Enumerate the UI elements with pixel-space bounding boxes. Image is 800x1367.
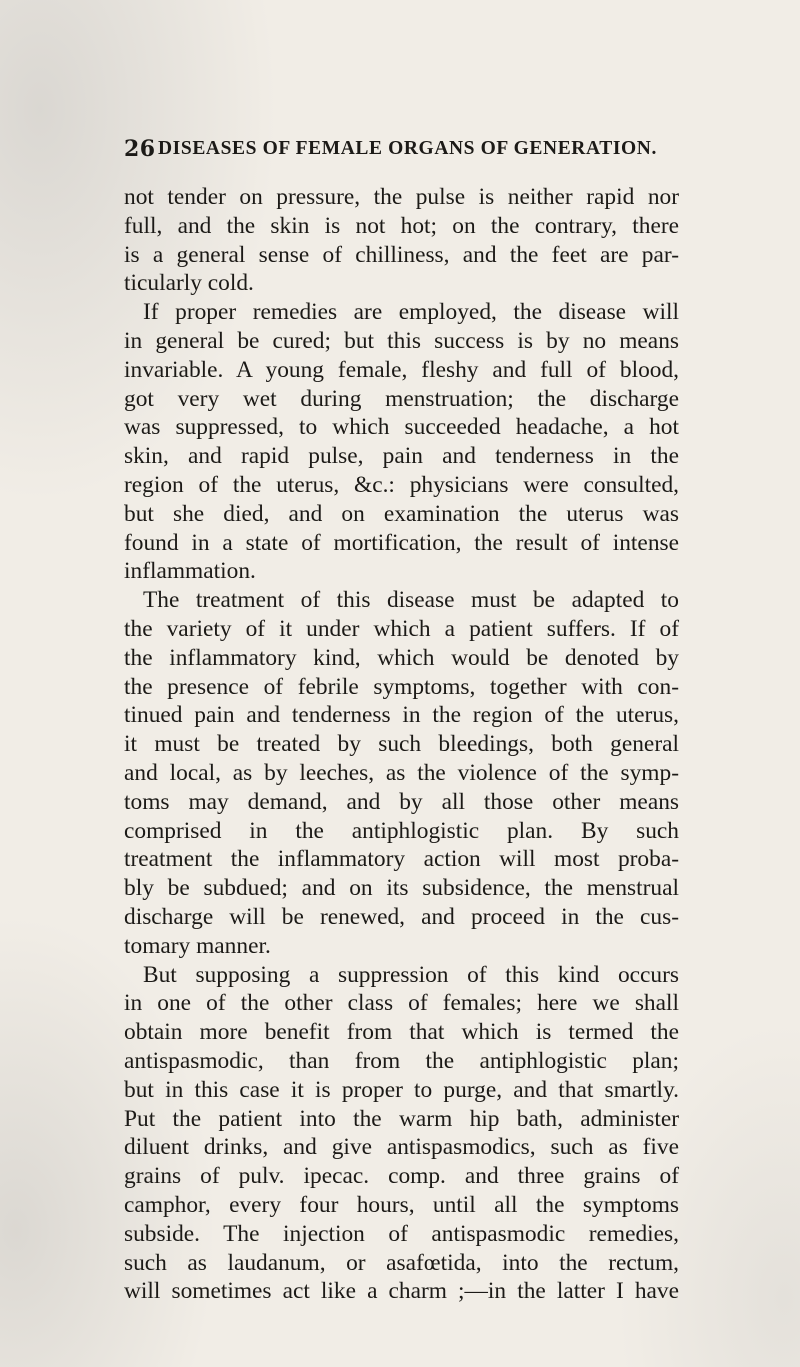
text-line: skin, and rapid pulse, pain and tenderness in the xyxy=(124,443,679,470)
text-line: diluent drinks, and give antispasmodics, such as five xyxy=(124,1134,679,1161)
text-line: the presence of febrile symptoms, together with con- xyxy=(124,673,679,700)
text-line: the variety of it under which a patient suffers. If of xyxy=(124,616,679,642)
text-line: not tender on pressure, the pulse is neither rapid nor xyxy=(124,184,679,210)
text-line: region of the uterus, &c.: physicians were consulted, xyxy=(124,472,679,498)
text-line: toms may demand, and by all those other means xyxy=(124,788,679,815)
text-line: and local, as by leeches, as the violence of the symp- xyxy=(124,760,679,786)
text-line: but she died, and on examination the uterus was xyxy=(124,500,679,527)
text-line: but in this case it is proper to purge, and that smartly. xyxy=(124,1076,679,1103)
text-line: subside. The injection of antispasmodic remedies, xyxy=(124,1220,679,1247)
text-line: full, and the skin is not hot; on the contrary, there xyxy=(124,212,679,239)
text-line: invariable. A young female, fleshy and full of blood, xyxy=(124,356,679,383)
text-line: in one of the other class of females; here we shall xyxy=(124,990,679,1017)
text-line: Put the patient into the warm hip bath, administer xyxy=(124,1105,679,1132)
text-line: found in a state of mortification, the result of intense xyxy=(124,529,679,556)
text-line: is a general sense of chilliness, and the feet are par- xyxy=(124,241,679,268)
text-line: tinued pain and tenderness in the region of the uterus, xyxy=(124,702,679,729)
text-line: grains of pulv. ipecac. comp. and three grains of xyxy=(124,1163,679,1190)
page-header xyxy=(124,134,684,168)
text-line: discharge will be renewed, and proceed in the cus- xyxy=(124,904,679,930)
text-line: it must be treated by such bleedings, both general xyxy=(124,731,679,758)
text-line: The treatment of this disease must be adapted to xyxy=(143,587,679,614)
text-line: inflammation. xyxy=(124,558,256,585)
text-line: in general be cured; but this success is by no means xyxy=(124,328,679,354)
text-line: camphor, every four hours, until all the symptoms xyxy=(124,1192,679,1218)
running-title: DISEASES OF FEMALE ORGANS OF GENERATION. xyxy=(158,138,657,159)
text-line: such as laudanum, or asafœtida, into the rectum, xyxy=(124,1249,679,1276)
text-line: tomary manner. xyxy=(124,932,271,959)
text-line: got very wet during menstruation; the discharge xyxy=(124,385,679,412)
text-line: antispasmodic, than from the antiphlogistic plan; xyxy=(124,1048,679,1074)
page-number: 26 xyxy=(124,136,156,162)
text-line: ticularly cold. xyxy=(124,270,254,297)
text-line: was suppressed, to which succeeded headache, a hot xyxy=(124,414,679,441)
text-line: will sometimes act like a charm ;—in the latter I have xyxy=(124,1278,679,1305)
text-line: If proper remedies are employed, the disease will xyxy=(143,299,679,326)
text-line: comprised in the antiphlogistic plan. By such xyxy=(124,817,679,844)
text-line: bly be subdued; and on its subsidence, the menstrual xyxy=(124,875,679,902)
text-line: the inflammatory kind, which would be denoted by xyxy=(124,644,679,671)
text-line: But supposing a suppression of this kind occurs xyxy=(143,961,679,988)
text-line: treatment the inflammatory action will most proba- xyxy=(124,846,679,873)
text-line: obtain more benefit from that which is termed the xyxy=(124,1019,679,1046)
